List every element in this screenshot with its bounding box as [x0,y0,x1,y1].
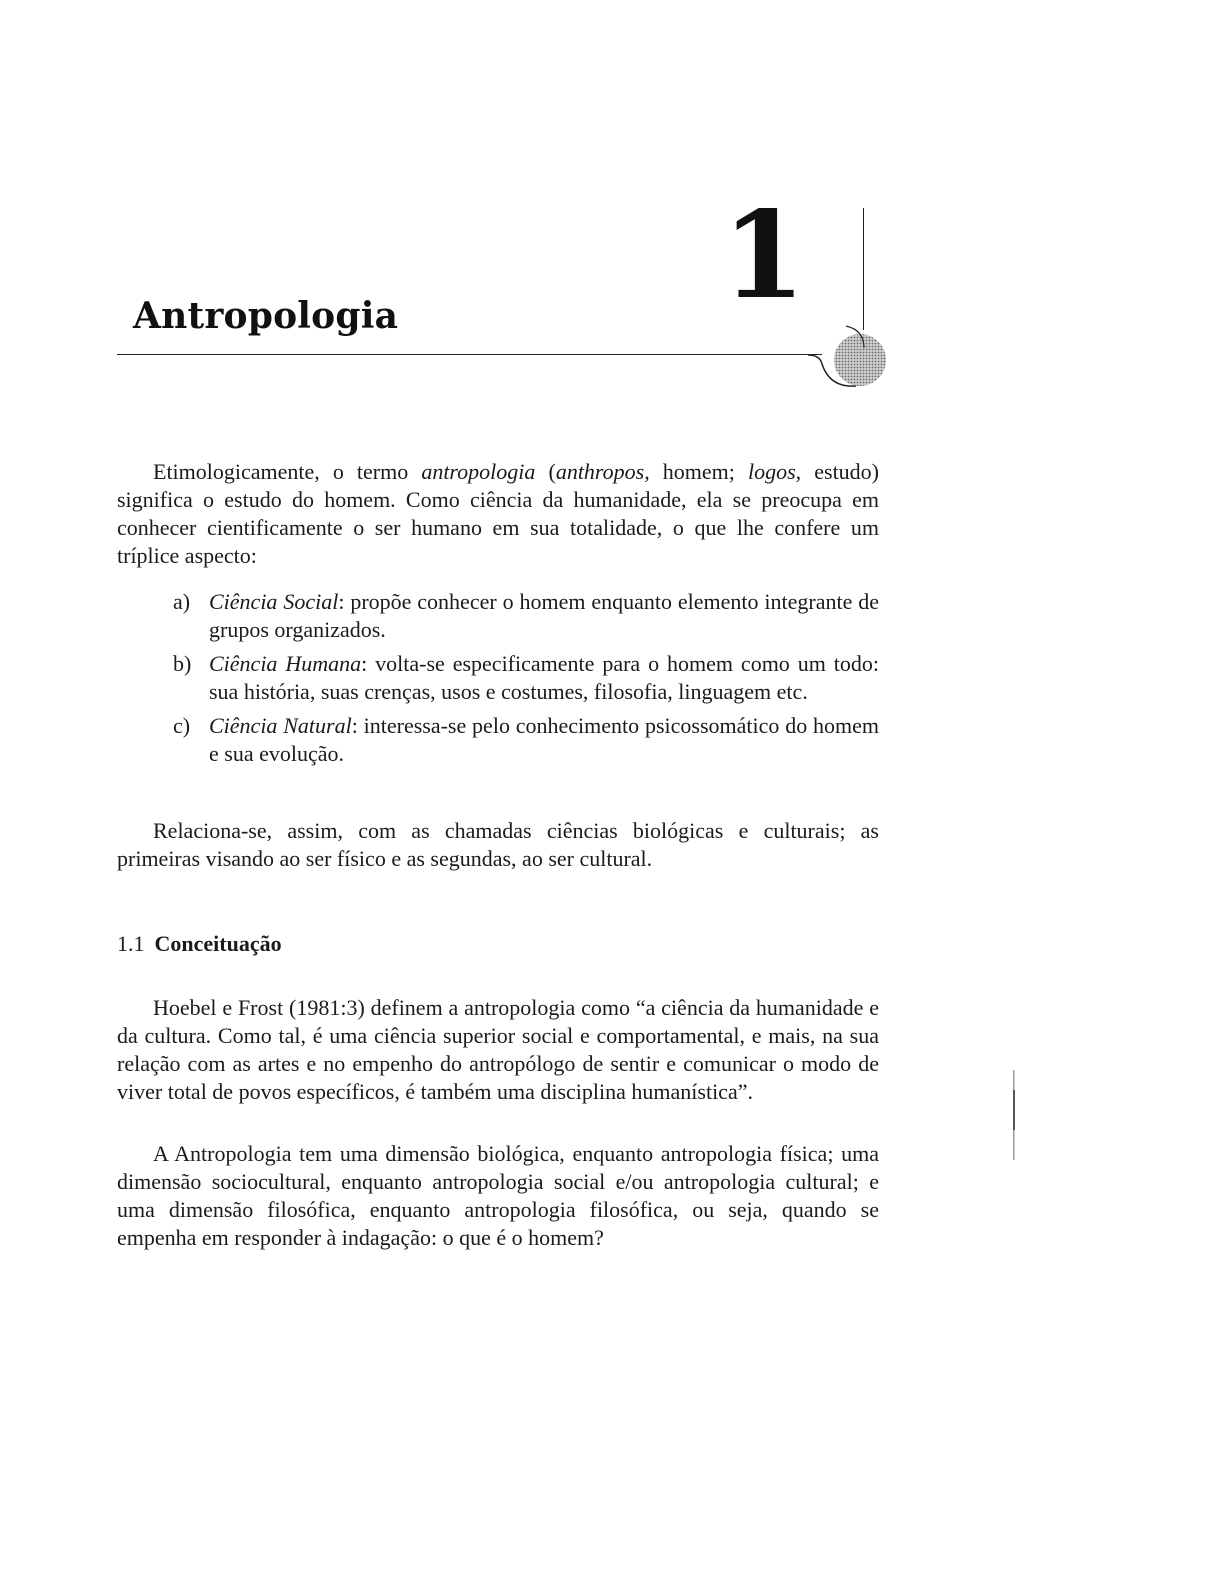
scan-artifact [1012,1070,1016,1160]
relation-paragraph [117,817,879,873]
section-number: 1.1 [117,931,145,956]
section-heading [117,930,282,958]
list-item [173,650,879,706]
section-title: Conceituação [154,931,282,956]
list-item [173,588,879,644]
intro-term-logos: logos, [747,459,802,484]
section-paragraph-1 [117,994,879,1106]
title-rule [117,354,822,355]
aspects-list [173,588,879,774]
list-marker: c) [173,713,191,738]
list-marker: a) [173,589,191,614]
list-term: Ciência Humana [209,651,362,676]
list-term: Ciência Natural [209,713,352,738]
intro-term-anthropos: anthropos, [555,459,650,484]
section-paragraph-2 [117,1140,879,1252]
section-text-1: Hoebel e Frost (1981:3) definem a antropologia como “a ciência da humanidade e da cultura. Como tal, é uma ciência superior social e comportamental, e mais, na sua relação com as artes e no empenho do antropólogo de sentir e comunicar o modo de viver total de povos específicos, é também uma disciplina humanística”. [117,995,879,1104]
intro-text-3: homem; [649,459,748,484]
list-text: : interessa-se pelo conhecimento psicossomático do homem e sua evolução. [209,713,879,766]
intro-text-4: estudo) significa o estudo do homem. Como ciência da humanidade, ela se preocupa em conhecer cientificamente o ser humano em sua totalidade, o que lhe confere um tríplice aspecto: [117,459,880,568]
chapter-number: 1 [722,185,806,326]
list-marker: b) [173,651,192,676]
intro-text-1: Etimologicamente, o termo [153,459,422,484]
relation-text: Relaciona-se, assim, com as chamadas ciências biológicas e culturais; as primeiras visando ao ser físico e as segundas, ao ser cultural. [117,818,879,871]
intro-term-antropologia: antropologia [421,459,536,484]
list-text: : volta-se especificamente para o homem como um todo: sua história, suas crenças, usos e costumes, filosofia, linguagem etc. [209,651,879,704]
intro-text-2: ( [535,459,556,484]
chapter-title: Antropologia [133,295,399,337]
section-text-2: A Antropologia tem uma dimensão biológica, enquanto antropologia física; uma dimensão sociocultural, enquanto antropologia social e/ou antropologia cultural; e uma dimensão filosófica, enquanto antropologia filosófica, ou seja, quando se empenha em responder à indagação: o que é o homem? [117,1141,879,1250]
chapter-ornament-icon [808,318,888,398]
vertical-rule [863,208,864,330]
intro-paragraph [117,458,879,570]
list-text: : propõe conhecer o homem enquanto elemento integrante de grupos organizados. [209,589,879,642]
list-term: Ciência Social [209,589,339,614]
list-item [173,712,879,768]
